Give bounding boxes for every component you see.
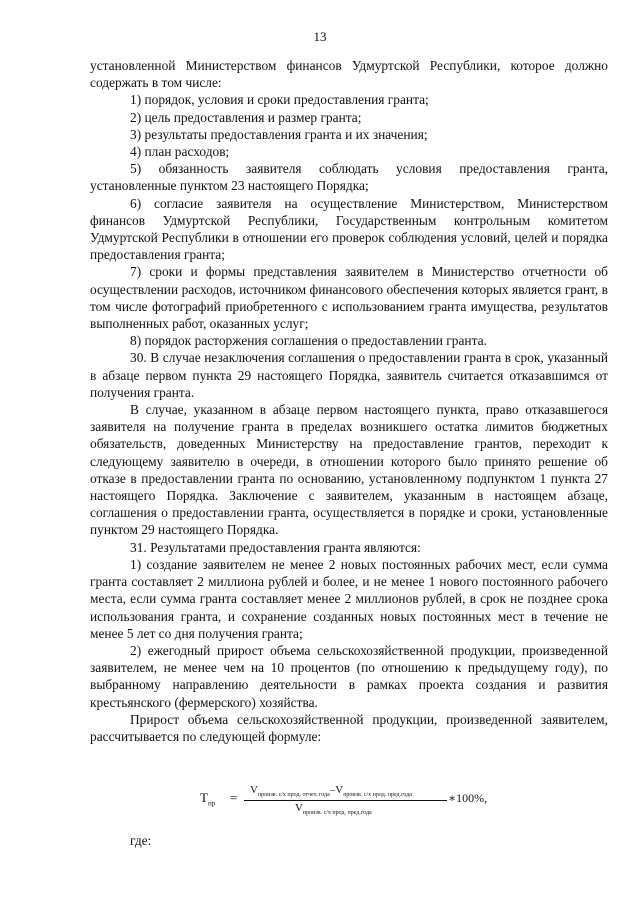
paragraph: 31. Результатами предоставления гранта являются: [130,539,421,555]
where-label: где: [130,833,152,848]
formula-multiplier: ∗100%, [448,791,488,805]
paragraph: В случае, указанном в абзаце первом настоящего пункта, право отказавшегося заявителя на получение гранта в пределах возникшего остатка лимитов бюджетных обязательств, доведенных Министерству на предоставление грантов, переходит к следующему заявителю в очереди, в отношении которого было принято решение об отказе в предоставлении гранта по основанию, установленному подпунктом 1 пункта 27 настоящего Порядка. Заключение с заявителем, указанным в настоящем абзаце, соглашения о предоставлении гранта, осуществляется в порядке и сроки, установленные пунктом 29 настоящего Порядка. [90,402,608,538]
formula-numerator: $V_{произв. с/х прод. отчет. года}-V_{произв. с/х прод. пред.года}$ [250,784,412,799]
paragraph: 6) согласие заявителя на осуществление Министерством, Министерством финансов Удмуртской Республики, Государственным контрольным комитетом Удмуртской Республики в отношении его проверок соблюдения условий, целей и порядка предоставления гранта; [90,195,608,263]
paragraph: 5) обязанность заявителя соблюдать условия предоставления гранта, установленные пунктом 23 настоящего Порядка; [90,161,608,194]
paragraph: 30. В случае незаключения соглашения о предоставлении гранта в срок, указанный в абзаце первом пункта 29 настоящего Порядка, заявитель считается отказавшимся от получения гранта. [90,350,608,400]
paragraph: 8) порядок расторжения соглашения о предоставлении гранта. [130,333,487,349]
paragraph: 2) ежегодный прирост объема сельскохозяйственной продукции, произведенной заявителем, не менее чем на 10 процентов (по отношению к предыдущему году), по выбранному направлению деятельности в рамках проекта создания и развития крестьянского (фермерского) хозяйства. [90,642,608,710]
fraction-line [244,800,447,801]
paragraph: 1) создание заявителем не менее 2 новых постоянных рабочих мест, если сумма гранта составляет 2 миллиона рублей и более, и не менее 1 нового постоянного рабочего места, если сумма гранта составляет менее 2 миллионов рублей, в срок не позднее срока использования гранта, и сохранение созданных новых постоянных мест в течение не менее 5 лет со дня получения гранта; [90,556,608,641]
formula-denominator: $V_{произв. с/х прод. пред.года}$ [295,802,372,817]
document-body [90,57,608,745]
formula-equals: = [230,790,238,805]
paragraph: установленной Министерством финансов Удмуртской Республики, которое должно содержать в том числе: [90,58,608,91]
paragraph: 4) план расходов; [130,144,230,160]
paragraph: 3) результаты предоставления гранта и их значения; [130,126,428,142]
growth-formula [200,784,530,820]
paragraph: 1) порядок, условия и сроки предоставления гранта; [130,92,429,108]
paragraph: 2) цель предоставления и размер гранта; [130,109,362,125]
paragraph: Прирост объема сельскохозяйственной продукции, произведенной заявителем, рассчитывается по следующей формуле: [90,711,608,744]
paragraph: 7) сроки и формы представления заявителем в Министерство отчетности об осуществлении расходов, источником финансового обеспечения которых является грант, в том числе фотографий приобретенного с использованием гранта имущества, результатов выполненных работ, оказанных услуг; [90,264,608,332]
page-number: 13 [313,29,327,44]
formula-lhs: $T_{пр}$ [200,790,216,808]
